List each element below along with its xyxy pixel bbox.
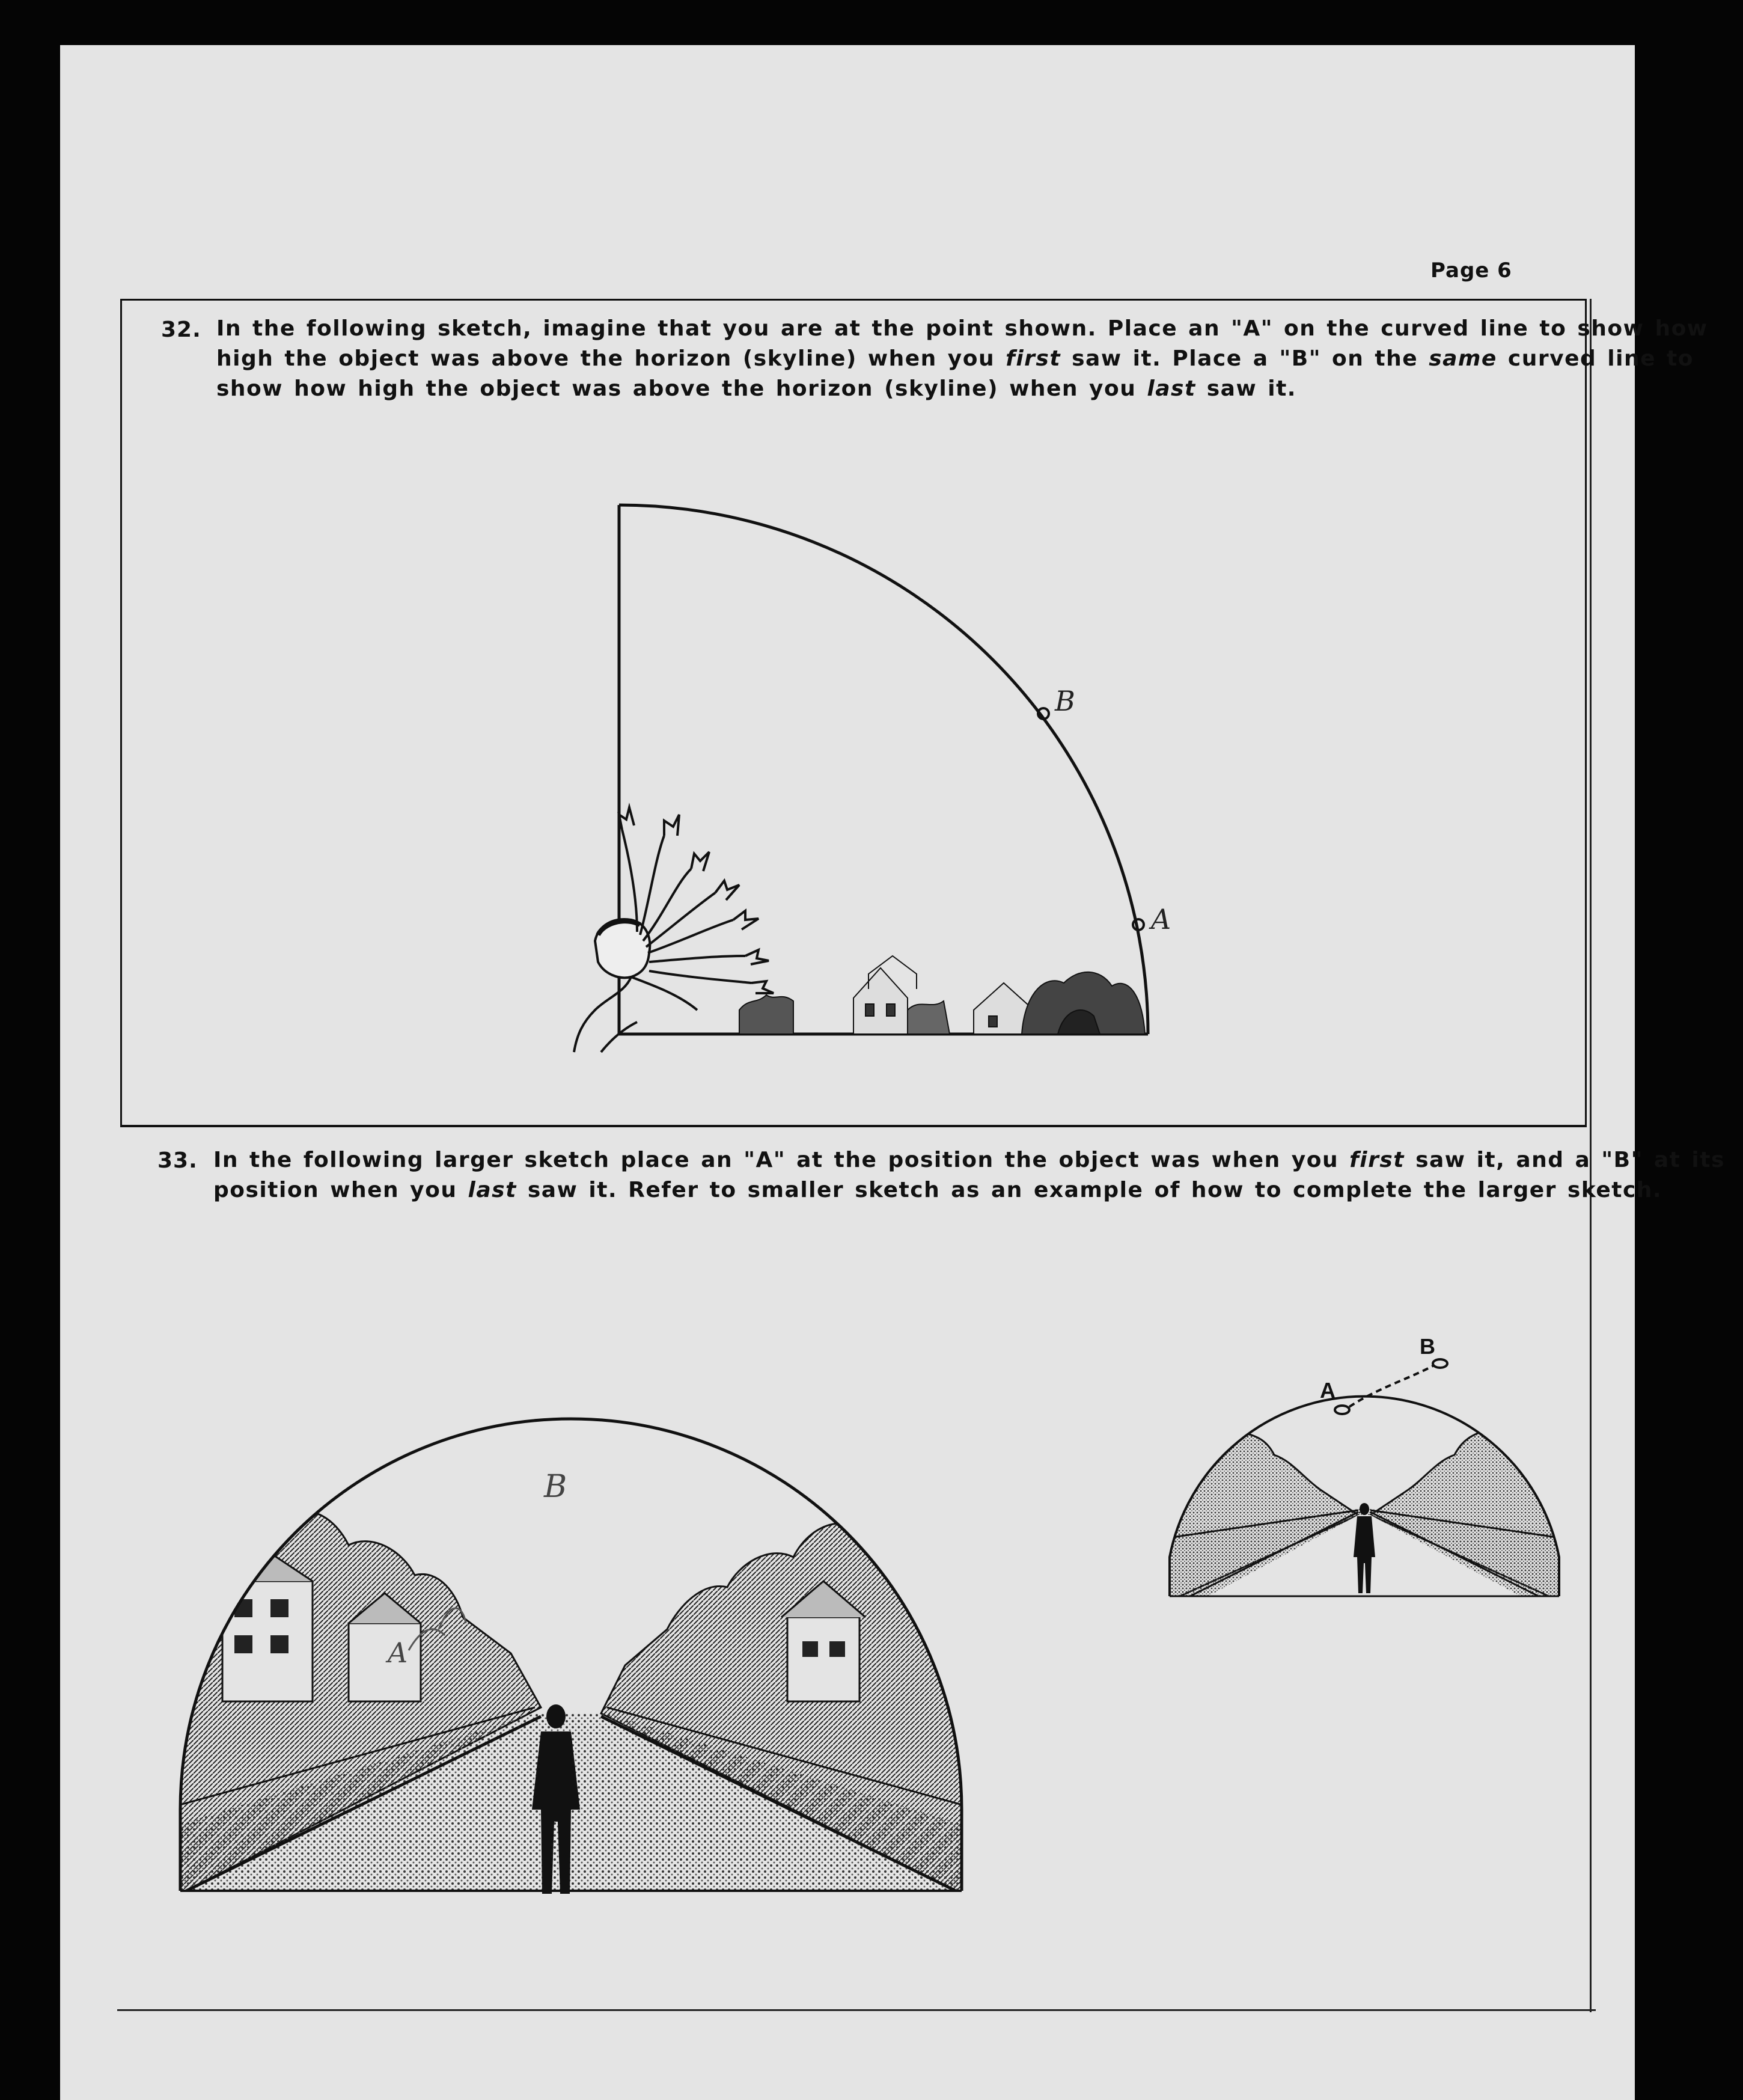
example-small-sketch xyxy=(1160,1317,1569,1605)
question-32-number: 32. xyxy=(161,317,201,342)
q33-line-1: In the following larger sketch place an "A" at the position the object was when you first saw it, and a "B" at its xyxy=(213,1148,1725,1172)
question-32-text xyxy=(216,314,1708,404)
elevation-arc[interactable] xyxy=(619,505,1148,1034)
svg-text:.: . xyxy=(541,1497,542,1498)
q33-line-2: position when you last saw it. Refer to smaller sketch as an example of how to complete the larger sketch. xyxy=(213,1178,1662,1202)
large-street-sketch xyxy=(150,1317,992,1906)
q32-line-1: In the following sketch, imagine that you are at the point shown. Place an "A" on the curved line to show how xyxy=(216,316,1708,341)
question-33-number: 33. xyxy=(157,1148,198,1173)
q32-line-2: high the object was above the horizon (skyline) when you first saw it. Place a "B" on the same curved line to xyxy=(216,346,1694,371)
example-label-b: B xyxy=(1420,1334,1435,1359)
skyline-illustration xyxy=(739,956,1145,1034)
page-number: Page 6 xyxy=(1430,259,1512,283)
question-33-text xyxy=(213,1145,1725,1205)
example-label-a: A xyxy=(1320,1378,1335,1403)
example-marker-a xyxy=(1335,1406,1349,1414)
section-divider xyxy=(120,1125,1587,1127)
handwritten-mark-b-large: B xyxy=(544,1469,567,1505)
example-dashed-path xyxy=(1349,1366,1433,1407)
handwritten-mark-b: B xyxy=(1055,685,1075,717)
q32-line-3: show how high the object was above the horizon (skyline) when you last saw it. xyxy=(216,376,1296,401)
quarter-circle-sketch xyxy=(541,493,1202,1082)
handwritten-mark-a-large: A xyxy=(388,1636,408,1669)
handwritten-mark-a: A xyxy=(1151,903,1171,935)
example-marker-b xyxy=(1433,1359,1447,1368)
handwritten-answer-marks xyxy=(1038,708,1144,930)
bottom-rule xyxy=(117,2009,1596,2011)
